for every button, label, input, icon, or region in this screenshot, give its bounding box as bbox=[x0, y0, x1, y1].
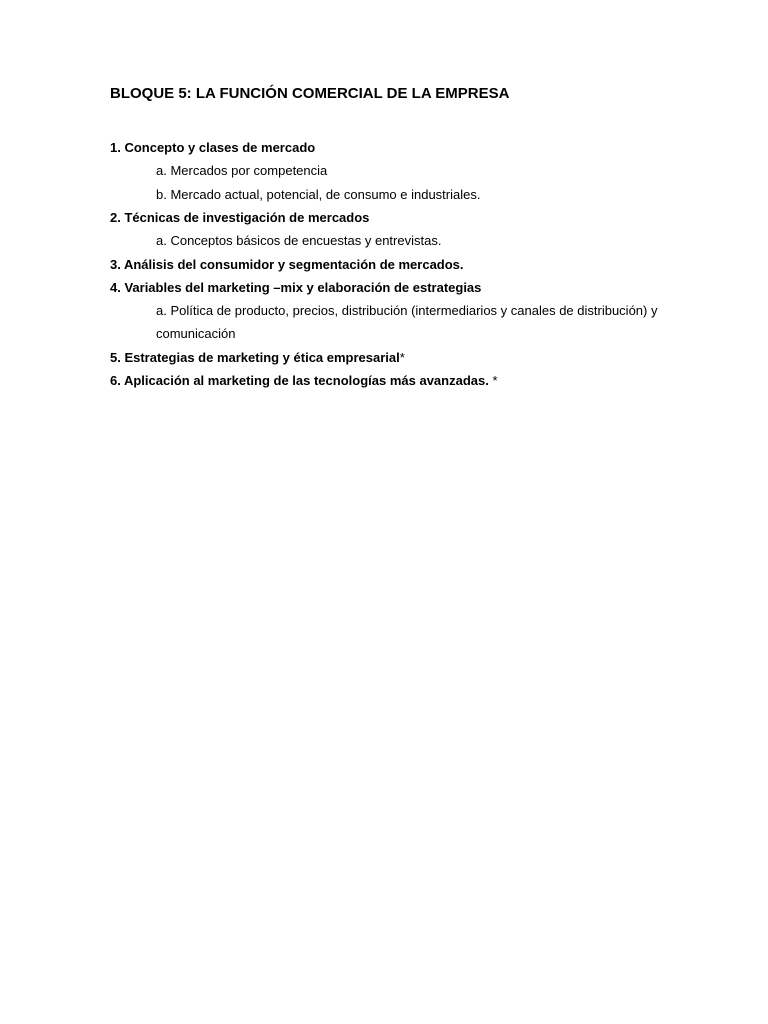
item-heading-3-text: 3. Análisis del consumidor y segmentación de mercados. bbox=[110, 256, 464, 272]
list-item-4 bbox=[110, 276, 670, 346]
item-heading-5-text: 5. Estrategias de marketing y ética empresarial bbox=[110, 349, 400, 365]
item-heading-6-asterisk: * bbox=[488, 372, 498, 388]
subitem-2a: a. Conceptos básicos de encuestas y entrevistas. bbox=[156, 233, 442, 248]
item-heading-1 bbox=[110, 136, 670, 159]
subitem-1a: a. Mercados por competencia bbox=[156, 163, 328, 178]
item-heading-3 bbox=[110, 253, 670, 276]
list-item-6 bbox=[110, 369, 670, 392]
item-heading-4-text: 4. Variables del marketing –mix y elaboración de estrategias bbox=[110, 279, 482, 295]
subitem-1b: b. Mercado actual, potencial, de consumo e industriales. bbox=[156, 186, 481, 202]
item-heading-4 bbox=[110, 276, 670, 299]
item-heading-6-text: 6. Aplicación al marketing de las tecnologías más avanzadas. bbox=[110, 372, 489, 388]
list-item-2 bbox=[110, 206, 670, 253]
item-heading-2-text: 2. Técnicas de investigación de mercados bbox=[110, 210, 370, 225]
item-heading-6 bbox=[110, 369, 670, 392]
item-heading-2 bbox=[110, 206, 670, 229]
item-heading-1-text: 1. Concepto y clases de mercado bbox=[110, 140, 316, 155]
item-heading-5-asterisk: * bbox=[399, 349, 405, 365]
document-title: BLOQUE 5: LA FUNCIÓN COMERCIAL DE LA EMPRESA bbox=[110, 85, 510, 102]
list-item-1 bbox=[110, 136, 670, 206]
list-item-5 bbox=[110, 346, 670, 369]
list-item-3 bbox=[110, 253, 670, 276]
document-page bbox=[110, 84, 670, 392]
item-heading-5 bbox=[110, 346, 670, 369]
subitem-4a: a. Política de producto, precios, distribución (intermediarios y canales de distribución) y comunicación bbox=[156, 302, 658, 341]
